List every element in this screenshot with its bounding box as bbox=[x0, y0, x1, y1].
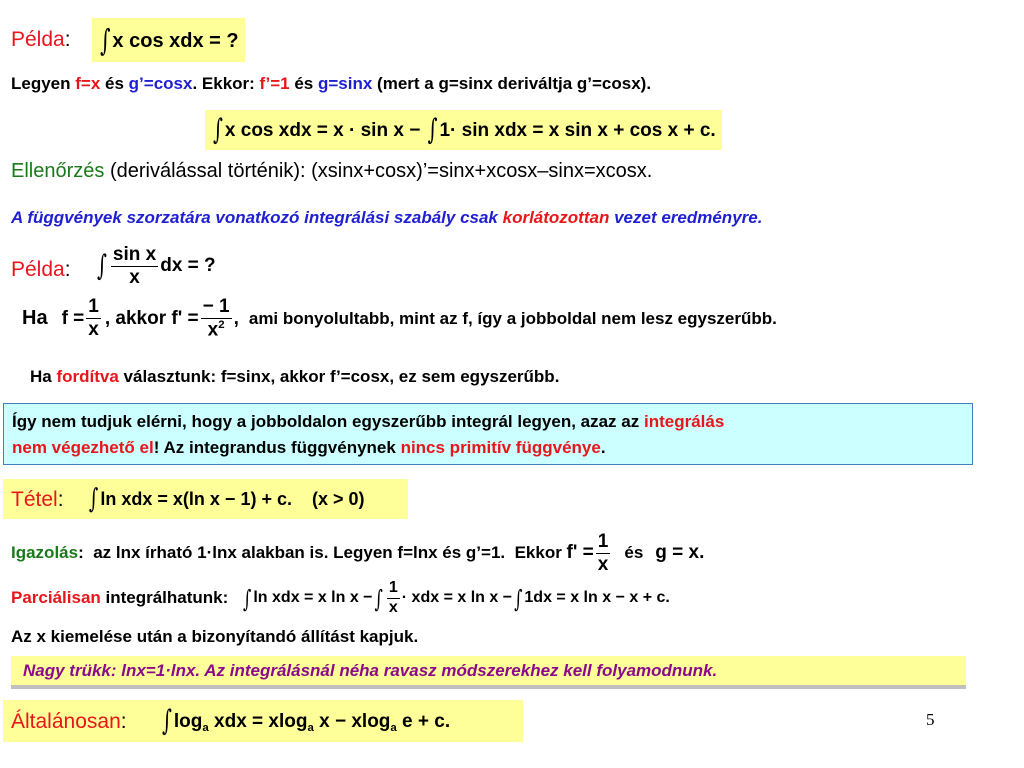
setup-g-prime: g’=cosx bbox=[128, 74, 193, 93]
integral-sign-icon: ∫ bbox=[374, 583, 383, 613]
ha-akkor: , akkor f' = bbox=[104, 307, 199, 329]
example1-colon: : bbox=[64, 28, 71, 51]
partial-formula bbox=[241, 579, 670, 617]
equation1-part-a: x cos xdx = x · sin x − bbox=[224, 120, 421, 141]
integral-sign-icon: ∫ bbox=[100, 22, 111, 58]
fraction-numerator: 1 bbox=[597, 530, 609, 552]
note-highlight-2: nem végezhető el bbox=[12, 438, 154, 457]
general-formula-3: e + c. bbox=[396, 711, 451, 732]
setup-g: g=sinx bbox=[317, 74, 373, 93]
reverse-text-1: Ha bbox=[30, 367, 57, 386]
setup-f: f=x bbox=[75, 74, 101, 93]
check-line bbox=[11, 160, 652, 183]
setup-line bbox=[11, 74, 651, 94]
general-formula bbox=[160, 700, 450, 749]
integral-sign-icon: ∫ bbox=[243, 583, 252, 613]
fraction-numerator: − 1 bbox=[202, 296, 230, 317]
example1-formula-box bbox=[92, 18, 245, 62]
integral-sign-icon: ∫ bbox=[97, 249, 107, 283]
ha-line bbox=[22, 296, 777, 341]
equation1-part-b: 1· sin xdx = x sin x + cos x + c. bbox=[439, 120, 716, 141]
rule-highlight: korlátozottan bbox=[502, 208, 610, 227]
partial-text: integrálhatunk: bbox=[100, 588, 234, 607]
ha-word: Ha bbox=[22, 307, 48, 329]
log-3: log bbox=[361, 711, 391, 732]
fraction-denominator: x bbox=[129, 266, 140, 288]
setup-text-4: és bbox=[289, 74, 318, 93]
integral-sign-icon: ∫ bbox=[162, 704, 172, 738]
proof-text: : az lnx írható 1·lnx alakban is. Legyen f=lnx és g’=1. Ekkor bbox=[78, 543, 567, 562]
fraction-denominator bbox=[206, 319, 227, 341]
note-text-2: ! Az integrandus függvénynek bbox=[153, 438, 401, 457]
theorem-box bbox=[3, 479, 408, 519]
fraction bbox=[201, 296, 232, 341]
theorem-colon: : bbox=[57, 488, 64, 511]
example2-label: Példa bbox=[11, 258, 65, 281]
equation1-box bbox=[205, 110, 722, 150]
fraction bbox=[387, 579, 400, 617]
fraction bbox=[86, 296, 101, 341]
proof-f-prime: f' = bbox=[566, 542, 594, 563]
setup-text-3: . Ekkor: bbox=[192, 74, 260, 93]
reverse-text-2: választunk: f=sinx, akkor f’=cosx, ez sem egyszerűbb. bbox=[118, 367, 560, 386]
partial-label: Parciálisan bbox=[11, 588, 101, 607]
derivative-base: x bbox=[207, 319, 219, 341]
general-formula-1: xdx = x bbox=[208, 711, 279, 732]
partial-formula-b: · xdx = x ln x − bbox=[401, 589, 513, 606]
rule-text-1: A függvények szorzatára vonatkozó integrálási szabály csak bbox=[11, 208, 503, 227]
page-number: 5 bbox=[926, 710, 935, 729]
proof-g: g = x. bbox=[655, 542, 705, 563]
note-highlight-3: nincs primitív függvénye bbox=[400, 438, 601, 457]
note-highlight-1: integrálás bbox=[643, 412, 725, 431]
reverse-highlight: fordítva bbox=[56, 367, 119, 386]
integral-sign-icon: ∫ bbox=[213, 113, 223, 147]
setup-text-5: (mert a g=sinx deriváltja g’=cosx). bbox=[372, 74, 652, 93]
partial-formula-a: ln xdx = x ln x − bbox=[253, 589, 373, 606]
theorem-label-wrap bbox=[11, 488, 64, 512]
ha-f: f = bbox=[61, 307, 85, 329]
note-box bbox=[3, 403, 973, 465]
reverse-line bbox=[30, 367, 559, 387]
fraction-denominator: x bbox=[88, 319, 99, 340]
log-base-1: a bbox=[202, 721, 209, 734]
rule-statement bbox=[11, 208, 762, 228]
example2-colon: : bbox=[64, 258, 71, 281]
example2 bbox=[11, 258, 71, 282]
example2-formula bbox=[95, 244, 216, 289]
proof-line bbox=[11, 528, 704, 578]
proof-label: Igazolás bbox=[11, 543, 79, 562]
check-text: (deriválással történik): (xsinx+cosx)’=sinx+xcosx–sinx=xcosx. bbox=[104, 160, 653, 182]
theorem-formula: ln xdx = x(ln x − 1) + c. (x > 0) bbox=[100, 489, 365, 509]
integral-sign-icon: ∫ bbox=[514, 583, 523, 613]
general-colon: : bbox=[120, 710, 127, 733]
general-label: Általánosan bbox=[11, 710, 121, 733]
fraction bbox=[111, 244, 158, 289]
fraction-denominator: x bbox=[597, 553, 609, 575]
derivative-exponent: 2 bbox=[218, 318, 225, 331]
theorem-formula-wrap bbox=[87, 479, 365, 520]
general-formula-2: x − x bbox=[313, 711, 362, 732]
note-text-3: . bbox=[600, 438, 606, 457]
log-base-3: a bbox=[390, 721, 397, 734]
example2-tail: dx = ? bbox=[160, 255, 216, 277]
example1-label: Példa bbox=[11, 28, 65, 51]
check-label: Ellenőrzés bbox=[11, 160, 105, 182]
trick-box: Nagy trükk: lnx=1·lnx. Az integrálásnál néha ravasz módszerekhez kell folyamodnunk. bbox=[11, 656, 966, 689]
setup-text-1: Legyen bbox=[11, 74, 76, 93]
ha-text: ami bonyolultabb, mint az f, így a jobboldal nem lesz egyszerűbb. bbox=[248, 308, 777, 328]
integral-sign-icon: ∫ bbox=[427, 113, 438, 147]
fraction-denominator: x bbox=[388, 598, 398, 616]
note-text-1: Így nem tudjuk elérni, hogy a jobboldalon egyszerűbb integrál legyen, azaz az bbox=[12, 412, 644, 431]
fraction-numerator: sin x bbox=[112, 244, 157, 265]
theorem-label: Tétel bbox=[11, 488, 58, 511]
log-2: log bbox=[279, 711, 308, 732]
setup-f-prime: f’=1 bbox=[259, 74, 290, 93]
ha-comma: , bbox=[233, 307, 239, 329]
example1 bbox=[11, 28, 71, 52]
rule-text-2: vezet eredményre. bbox=[609, 208, 763, 227]
log-1: log bbox=[173, 711, 203, 732]
setup-text-2: és bbox=[100, 74, 129, 93]
conclusion-line: Az x kiemelése után a bizonyítandó állítást kapjuk. bbox=[11, 627, 419, 646]
example1-formula: x cos xdx = ? bbox=[112, 30, 239, 52]
fraction-numerator: 1 bbox=[387, 579, 400, 598]
partial-line bbox=[11, 574, 670, 622]
fraction-numerator: 1 bbox=[88, 296, 99, 318]
general-box bbox=[3, 700, 523, 742]
partial-formula-c: 1dx = x ln x − x + c. bbox=[524, 589, 670, 606]
fraction bbox=[596, 531, 611, 576]
general-label-wrap bbox=[11, 710, 127, 734]
proof-es: és bbox=[624, 543, 644, 562]
log-base-2: a bbox=[307, 721, 314, 734]
integral-sign-icon: ∫ bbox=[89, 483, 99, 515]
